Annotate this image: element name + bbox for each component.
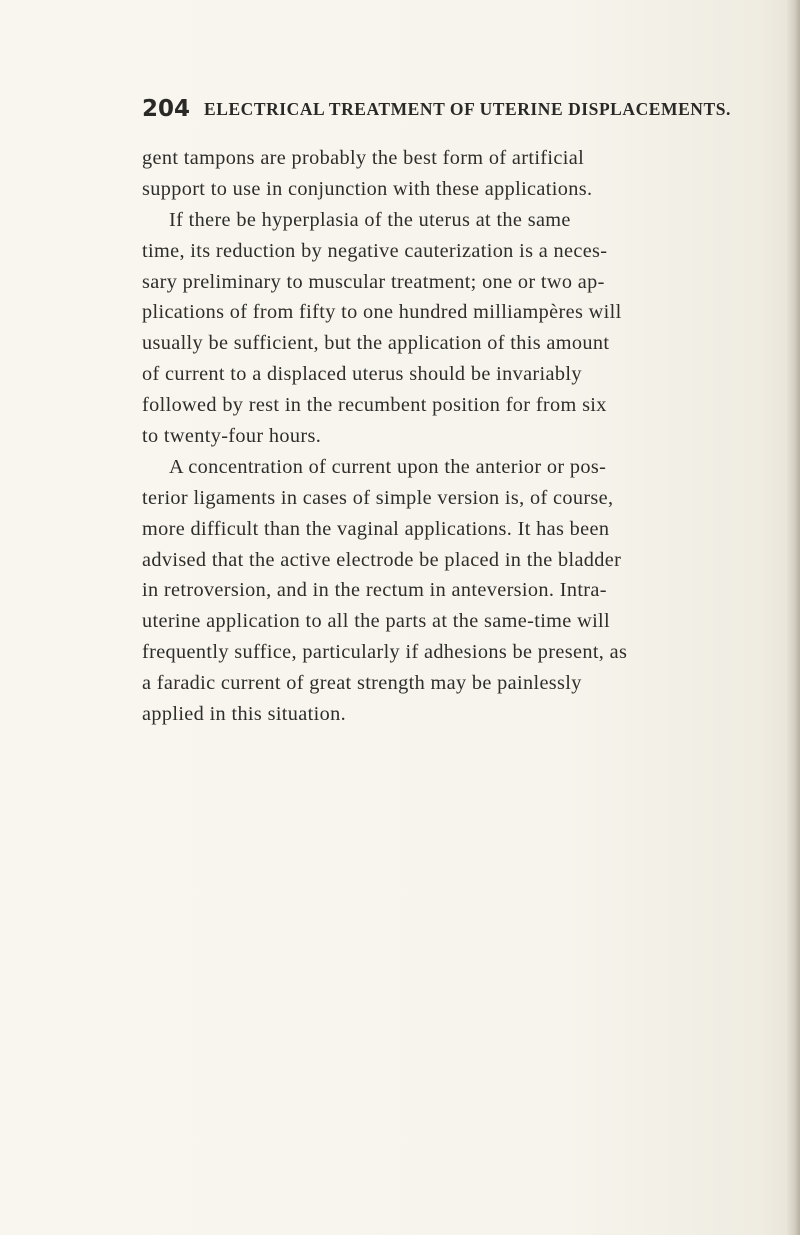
page-edge-shadow — [786, 0, 800, 1235]
text-line: sary preliminary to muscular treatment; one or two ap- — [142, 270, 605, 293]
text-line: terior ligaments in cases of simple version is, of course, — [142, 486, 614, 509]
running-head — [142, 96, 762, 124]
text-line: more difficult than the vaginal applications. It has been — [142, 517, 610, 540]
text-line: plications of from fifty to one hundred milliampères will — [142, 301, 622, 324]
text-line: in retroversion, and in the rectum in anteversion. Intra- — [142, 579, 607, 602]
text-line: usually be sufficient, but the application of this amount — [142, 332, 610, 355]
text-line: frequently suffice, particularly if adhesions be present, as — [142, 641, 628, 664]
text-line: of current to a displaced uterus should be invariably — [142, 363, 582, 386]
text-line: a faradic current of great strength may be painlessly — [142, 672, 582, 695]
body-text — [142, 143, 772, 730]
text-line: applied in this situation. — [142, 703, 347, 726]
running-title: ELECTRICAL TREATMENT OF UTERINE DISPLACEMENTS. — [204, 99, 731, 119]
text-line: to twenty-four hours. — [142, 425, 322, 448]
paragraph-start-line: If there be hyperplasia of the uterus at the same — [169, 208, 571, 231]
text-line: advised that the active electrode be placed in the bladder — [142, 548, 622, 571]
text-line: uterine application to all the parts at the same-time will — [142, 610, 611, 633]
text-line: time, its reduction by negative cauterization is a neces- — [142, 239, 608, 262]
text-line: followed by rest in the recumbent position for from six — [142, 394, 607, 417]
page-number: 204 — [142, 96, 191, 122]
text-line: support to use in conjunction with these applications. — [142, 177, 593, 200]
text-line: gent tampons are probably the best form of artificial — [142, 147, 585, 169]
paragraph-start-line: A concentration of current upon the anterior or pos- — [169, 455, 607, 478]
